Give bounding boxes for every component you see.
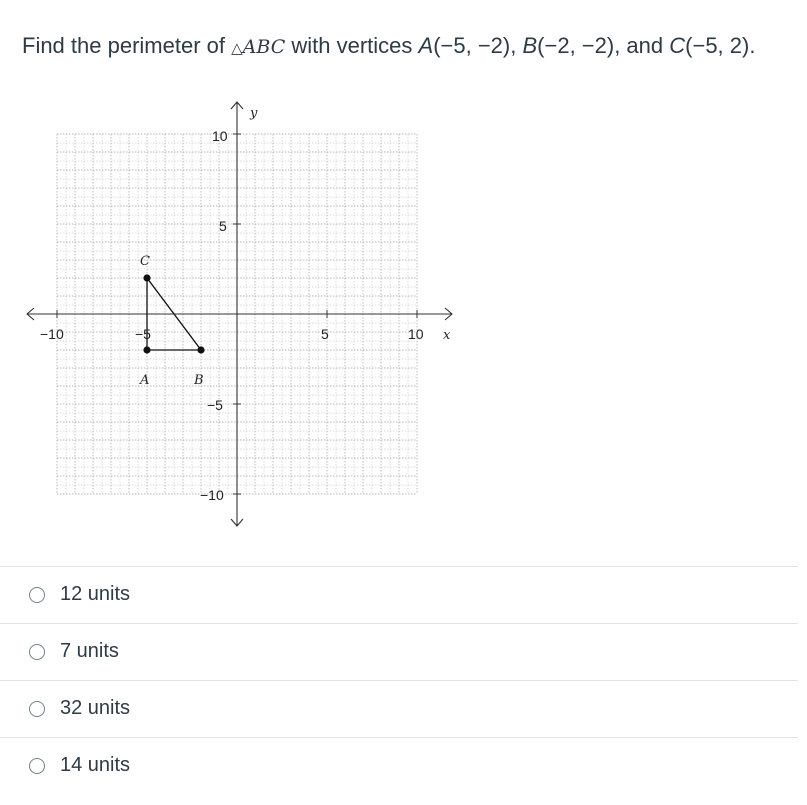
answer-option[interactable] <box>0 737 798 794</box>
vertex-c-coords: (−5, 2). <box>685 33 756 58</box>
point-label-c: C <box>140 254 150 269</box>
answer-list <box>0 566 798 794</box>
vertex-c-name: C <box>669 33 686 58</box>
answer-label[interactable]: 32 units <box>60 697 131 719</box>
question-prefix: Find the perimeter of <box>22 33 232 58</box>
x-axis-label: x <box>443 328 451 343</box>
answer-option[interactable] <box>0 680 798 737</box>
tick-label-x-neg5: −5 <box>135 326 151 342</box>
axes <box>27 102 452 526</box>
vertex-a-coords: (−5, −2), <box>433 33 523 58</box>
point-a <box>143 346 150 353</box>
tick-label-x-5: 5 <box>321 326 329 342</box>
radio-button[interactable] <box>29 587 45 603</box>
triangle-symbol: △ <box>231 39 243 57</box>
coordinate-graph <box>22 96 472 536</box>
triangle-notation <box>231 36 285 58</box>
radio-button[interactable] <box>29 758 45 774</box>
question-text <box>22 28 792 66</box>
vertex-b-name: B <box>522 33 538 58</box>
answer-option[interactable] <box>0 566 798 623</box>
answer-label[interactable]: 12 units <box>60 583 131 605</box>
tick-label-y-neg10: −10 <box>200 487 224 503</box>
vertex-b-coords: (−2, −2), and <box>537 33 670 58</box>
answer-label[interactable]: 7 units <box>60 640 119 662</box>
point-c <box>143 274 150 281</box>
point-label-a: A <box>140 373 150 388</box>
answer-option[interactable] <box>0 623 798 680</box>
tick-label-x-neg10: −10 <box>40 326 64 342</box>
tick-label-x-10: 10 <box>408 326 424 342</box>
tick-label-y-neg5: −5 <box>207 397 223 413</box>
triangle-name: ABC <box>242 36 286 58</box>
y-axis-label: y <box>250 106 258 121</box>
point-b <box>197 346 204 353</box>
question-mid: with vertices <box>285 33 419 58</box>
vertex-a-name: A <box>418 33 434 58</box>
graph-labels <box>40 106 451 503</box>
answer-label[interactable]: 14 units <box>60 754 131 776</box>
point-label-b: B <box>194 373 204 388</box>
tick-label-y-5: 5 <box>219 218 227 234</box>
radio-button[interactable] <box>29 701 45 717</box>
tick-label-y-10: 10 <box>212 128 228 144</box>
radio-button[interactable] <box>29 644 45 660</box>
